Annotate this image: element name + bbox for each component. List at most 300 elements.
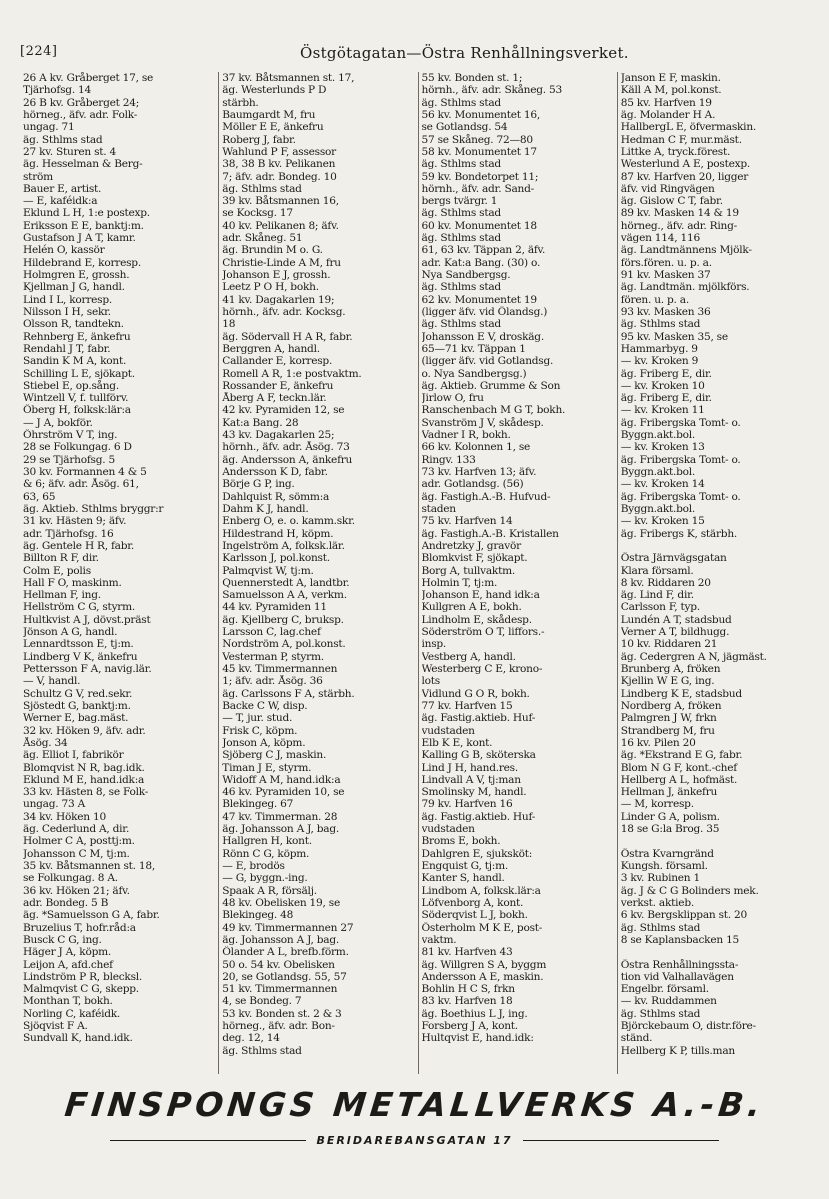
directory-entry-line: vägen 114, 116 xyxy=(620,232,700,245)
directory-entry-line: Dahlquist R, sömm:a xyxy=(222,490,330,503)
directory-entry-line: 40 kv. Pelikanen 8; äfv. xyxy=(222,219,339,232)
page-number: [224] xyxy=(20,44,58,59)
directory-entry-line: Östra Järnvägsgatan xyxy=(620,552,727,565)
directory-entry-line: Stiebel E, op.sång. xyxy=(23,379,119,392)
directory-entry-line: 6 kv. Bergsklippan st. 20 xyxy=(620,909,747,922)
directory-entry-line: Kat:a Bang. 28 xyxy=(222,416,299,429)
directory-entry-line: hörneg., äfv. adr. Ring- xyxy=(620,219,737,232)
directory-entry-line: verkst. aktieb. xyxy=(620,896,694,909)
directory-entry-line: Östra Kvarngränd xyxy=(620,847,714,860)
directory-entry-line: äg. Sthlms stad xyxy=(421,281,501,294)
directory-entry-line: Busck C G, ing. xyxy=(23,933,102,946)
directory-entry-line: äg. Fastigh.A.-B. Kristallen xyxy=(421,527,559,540)
directory-entry-line: 30 kv. Formannen 4 & 5 xyxy=(23,466,147,478)
directory-entry-line: äg. Johansson A J, bag. xyxy=(222,823,339,836)
advertisement-address: BERIDAREBANSGATAN 17 xyxy=(316,1134,513,1147)
directory-entry-line: Käll A M, pol.konst. xyxy=(620,84,722,97)
directory-entry-line: 34 kv. Höken 10 xyxy=(23,810,106,823)
directory-entry-line: 56 kv. Monumentet 16, xyxy=(421,108,540,121)
directory-entry-line: Johanson E J, grossh. xyxy=(222,269,331,281)
directory-entry-line: Dahm K J, handl. xyxy=(222,502,309,515)
directory-entry-line: Palmqvist W, tj:m. xyxy=(222,564,314,577)
directory-entry-line: hörnh., äfv. adr. Åsög. 73 xyxy=(222,441,350,454)
directory-entry-line: Blomqvist N R, bag.idk. xyxy=(23,761,145,774)
directory-entry-line: 75 kv. Harfven 14 xyxy=(421,515,513,528)
directory-entry-line: adr. Tjärhofsg. 16 xyxy=(23,527,114,540)
directory-entry-line: äg. Friberg E, dir. xyxy=(620,392,712,405)
directory-entry-line: äg. Sthlms stad xyxy=(421,96,501,109)
directory-entry-line: äg. Gislow C T, fabr. xyxy=(620,195,723,208)
directory-entry-line: 38, 38 B kv. Pelikanen xyxy=(222,158,336,171)
directory-entry-line: Ringv. 133 xyxy=(421,453,476,466)
directory-entry-line: Littke A, tryck.förest. xyxy=(620,145,731,158)
directory-entry-line: Vestberg A, handl. xyxy=(421,650,516,663)
directory-entry-line: 32 kv. Höken 9, äfv. adr. xyxy=(23,724,146,737)
directory-entry-line: Werner E, bag.mäst. xyxy=(23,712,129,725)
directory-entry-line: 79 kv. Harfven 16 xyxy=(421,798,513,811)
directory-entry-line: Rendahl J T, fabr. xyxy=(23,342,111,355)
directory-entry-line: Eklund L H, 1:e postexp. xyxy=(23,207,150,220)
directory-entry-line: HallbergL E, öfvermaskin. xyxy=(620,121,757,134)
directory-entry-line: hörneg., äfv. adr. Bon- xyxy=(222,1020,335,1033)
directory-entry-line: 87 kv. Harfven 20, ligger xyxy=(620,170,749,183)
directory-entry-line: 33 kv. Hästen 8, se Folk- xyxy=(23,786,149,799)
directory-entry-line: Vesterman P, styrm. xyxy=(222,650,324,663)
directory-entry-line: Helén O, kassör xyxy=(23,244,105,257)
directory-entry-line: äg. Sthlms stad xyxy=(620,921,701,934)
directory-entry-line: bergs tvärgr. 1 xyxy=(421,195,498,208)
directory-entry-line: Billton R F, dir. xyxy=(23,552,99,565)
directory-entry-line: — E, brodös xyxy=(222,860,285,872)
directory-entry-line: 1; äfv. adr. Åsög. 36 xyxy=(222,675,323,688)
directory-entry-line: 51 kv. Timmermannen xyxy=(222,983,338,996)
directory-entry-line: 48 kv. Obelisken 19, se xyxy=(222,896,340,909)
directory-entry-line: äg. Carlssons F A, stärbh. xyxy=(222,687,355,700)
directory-entry-line: adr. Gotlandsg. (56) xyxy=(421,478,524,491)
directory-entry-line: äg. Johansson A J, bag. xyxy=(222,933,339,946)
directory-entry-line: (ligger äfv. vid Ölandsg.) xyxy=(421,305,548,318)
directory-entry-line: — T, jur. stud. xyxy=(222,712,293,725)
directory-entry-line: Bruzelius T, hofr.råd:a xyxy=(23,921,136,934)
directory-entry-line: ungag. 71 xyxy=(23,121,75,134)
directory-entry-line xyxy=(621,540,813,552)
directory-entry-line: Johansson C M, tj:m. xyxy=(23,847,130,860)
directory-entry-line: äg. Sthlms stad xyxy=(23,133,103,146)
directory-entry-line: Callander E, korresp. xyxy=(222,355,333,368)
directory-entry-line: Byggn.akt.bol. xyxy=(620,429,696,442)
directory-entry-line: adr. Kat:a Bang. (30) o. xyxy=(421,256,541,269)
directory-entry-line: äg. Westerlunds P D xyxy=(222,84,327,97)
directory-entry-line: 89 kv. Masken 14 & 19 xyxy=(620,207,739,220)
directory-entry-line: Backe C W, disp. xyxy=(222,699,308,712)
directory-entry-line: Svanström J V, skådesp. xyxy=(421,416,544,429)
directory-entry-line: 60 kv. Monumentet 18 xyxy=(421,219,537,232)
directory-entry-line: Söderqvist L J, bokh. xyxy=(421,909,528,922)
directory-entry-line: Hildestrand H, köpm. xyxy=(222,527,334,540)
directory-entry-line: staden xyxy=(421,502,456,515)
directory-entry-line: Frisk C, köpm. xyxy=(222,724,298,737)
directory-entry-line: Holmin T, tj:m. xyxy=(421,576,498,589)
directory-entry-line: 85 kv. Harfven 19 xyxy=(620,96,712,109)
directory-entry-line: äg. Landtmän. mjölkförs. xyxy=(620,281,750,294)
directory-entry-line: Hallgren H, kont. xyxy=(222,835,312,848)
advertisement-left-rule xyxy=(110,1140,306,1141)
directory-entry-line: Lindberg V K, änkefru xyxy=(23,650,138,663)
directory-entry-line: Johansson E V, droskäg. xyxy=(421,330,544,343)
directory-entry-line: Söderström O T, liffors.- xyxy=(421,626,545,639)
directory-entry-line: Pettersson F A, navig.lär. xyxy=(23,663,152,675)
advertisement-company-name: FINSPONGS METALLVERKS A.-B. xyxy=(62,1085,767,1124)
directory-entry-line: 10 kv. Riddaren 21 xyxy=(620,638,718,651)
directory-entry-line: Lind J H, hand.res. xyxy=(421,761,518,774)
directory-entry-line: Vidlund G O R, bokh. xyxy=(421,687,530,700)
directory-entry-line: Carlsson F, typ. xyxy=(620,601,700,614)
directory-entry-line: Jönson A G, handl. xyxy=(23,626,118,639)
directory-entry-line: äg. Sthlms stad xyxy=(421,158,501,171)
directory-entry-line: Colm E, polis xyxy=(23,564,91,577)
directory-entry-line: Sjöstedt G, banktj:m. xyxy=(23,699,131,712)
directory-entry-line: Jonson A, köpm. xyxy=(222,736,306,749)
directory-entry-line: Engelbr. församl. xyxy=(620,983,709,996)
directory-entry-line: Brunberg A, fröken xyxy=(620,663,721,675)
directory-entry-line: Quennerstedt A, landtbr. xyxy=(222,576,350,589)
directory-entry-line: Broms E, bokh. xyxy=(421,835,501,848)
directory-entry-line: 27 kv. Sturen st. 4 xyxy=(23,145,117,158)
directory-entry-line: vudstaden xyxy=(421,724,475,737)
directory-entry-line: 93 kv. Masken 36 xyxy=(620,305,711,318)
directory-entry-line: Roberg J, fabr. xyxy=(222,133,296,146)
directory-entry-line: 81 kv. Harfven 43 xyxy=(421,946,513,959)
directory-entry-line: äg. Fribergs K, stärbh. xyxy=(620,527,738,540)
directory-entry-line: Sundvall K, hand.idk. xyxy=(23,1032,133,1045)
directory-entry-line: Kungsh. församl. xyxy=(620,860,708,872)
directory-entry-line: Lindholm E, skådesp. xyxy=(421,613,532,626)
directory-entry-line: äg. Gentele H R, fabr. xyxy=(23,539,135,552)
directory-entry-line xyxy=(621,946,813,958)
directory-entry-line: äg. Kjellberg C, bruksp. xyxy=(222,613,344,626)
directory-entry-line: äg. Willgren S A, byggm xyxy=(421,958,547,971)
directory-column-2 xyxy=(218,72,417,1074)
directory-entry-line: — M, korresp. xyxy=(620,798,694,811)
directory-entry-line: Ranschenbach M G T, bokh. xyxy=(421,404,566,417)
directory-entry-line: äg. Lind F, dir. xyxy=(620,589,694,602)
directory-entry-line: äg. Brundin M o. G. xyxy=(222,244,323,257)
directory-columns xyxy=(20,72,816,1074)
directory-entry-line: vaktm. xyxy=(421,933,457,946)
directory-entry-line: Sjöqvist F A. xyxy=(23,1020,88,1033)
directory-entry-line: Bauer E, artist. xyxy=(23,182,102,195)
directory-entry-line: 18 xyxy=(222,318,236,331)
directory-entry-line: Andersson A E, maskin. xyxy=(421,970,544,983)
directory-column-3 xyxy=(418,72,617,1074)
directory-entry-line: Hultqvist E, hand.idk: xyxy=(421,1032,534,1045)
directory-entry-line: Westerberg C E, krono- xyxy=(421,663,543,675)
directory-entry-line: Eriksson E E, banktj:m. xyxy=(23,219,144,232)
directory-entry-line: Dahlgren E, sjuksköt: xyxy=(421,847,533,860)
directory-entry-line: se Kocksg. 17 xyxy=(222,207,293,220)
directory-entry-line: se Folkungag. 8 A. xyxy=(23,872,118,885)
directory-entry-line: Jirlow O, fru xyxy=(421,392,484,405)
directory-entry-line: 39 kv. Båtsmannen 16, xyxy=(222,195,339,208)
directory-entry-line: Widoff A M, hand.idk:a xyxy=(222,773,341,786)
directory-entry-line: äg. Friberg E, dir. xyxy=(620,367,712,380)
directory-entry-line: Gustafson J A T, kamr. xyxy=(23,232,136,245)
directory-entry-line: adr. Skåneg. 51 xyxy=(222,232,303,245)
directory-entry-line: Karlsson J, pol.konst. xyxy=(222,552,330,565)
directory-entry-line: 47 kv. Timmerman. 28 xyxy=(222,810,338,823)
directory-entry-line: Romell A R, 1:e postvaktm. xyxy=(222,367,362,380)
directory-entry-line: — kv. Kroken 13 xyxy=(620,441,705,454)
directory-entry-line: Österholm M K E, post- xyxy=(421,921,543,934)
directory-entry-line: adr. Bondeg. 5 B xyxy=(23,896,109,909)
directory-entry-line: Leetz P O H, bokh. xyxy=(222,281,319,294)
directory-entry-line: Eklund M E, hand.idk:a xyxy=(23,773,145,786)
directory-entry-line: förs.fören. u. p. a. xyxy=(620,256,712,269)
directory-entry-line: 91 kv. Masken 37 xyxy=(620,269,711,281)
directory-entry-line: 29 se Tjärhofsg. 5 xyxy=(23,453,115,466)
directory-entry-line: äg. *Ekstrand E G, fabr. xyxy=(620,749,743,762)
directory-entry-line: — kv. Ruddammen xyxy=(620,995,717,1008)
directory-entry-line: Bohlin H C S, frkn xyxy=(421,983,515,996)
directory-entry-line: 3 kv. Rubinen 1 xyxy=(620,872,700,885)
directory-entry-line: Öberg H, folksk:lär:a xyxy=(23,404,131,417)
directory-entry-line: 31 kv. Hästen 9; äfv. xyxy=(23,515,127,528)
directory-entry-line: äg. Cederlund A, dir. xyxy=(23,823,130,836)
directory-entry-line: 46 kv. Pyramiden 10, se xyxy=(222,786,345,799)
directory-entry-line: fören. u. p. a. xyxy=(620,293,689,306)
directory-entry-line: Samuelsson A A, verkm. xyxy=(222,589,347,602)
directory-entry-line: Åsög. 34 xyxy=(23,736,68,749)
directory-entry-line: äg. Fribergska Tomt- o. xyxy=(620,416,741,429)
directory-entry-line: Öhrström V T, ing. xyxy=(23,429,118,442)
directory-entry-line: — G, byggn.-ing. xyxy=(222,872,308,885)
directory-entry-line: 66 kv. Kolonnen 1, se xyxy=(421,441,531,454)
directory-entry-line: äg. Sthlms stad xyxy=(222,1044,302,1057)
directory-entry-line: Lindvall A V, tj:man xyxy=(421,773,521,786)
directory-entry-line: 62 kv. Monumentet 19 xyxy=(421,293,537,306)
directory-entry-line: 73 kv. Harfven 13; äfv. xyxy=(421,466,537,478)
directory-entry-line: & 6; äfv. adr. Åsög. 61, xyxy=(23,478,139,491)
directory-entry-line: äfv. vid Ringvägen xyxy=(620,182,715,195)
directory-entry-line: Holmer C A, posttj:m. xyxy=(23,835,135,848)
directory-entry-line: Hellman J, änkefru xyxy=(620,786,718,799)
directory-entry-line: Lennardtsson E, tj:m. xyxy=(23,638,134,651)
directory-entry-line: äg. Elliot I, fabrikör xyxy=(23,749,124,762)
directory-entry-line: Rehnberg E, änkefru xyxy=(23,330,131,343)
directory-entry-line: 55 kv. Bonden st. 1; xyxy=(421,72,523,84)
directory-entry-line: 95 kv. Masken 35, se xyxy=(620,330,728,343)
directory-entry-line: Blekingeg. 48 xyxy=(222,909,294,922)
directory-entry-line: Löfvenborg A, kont. xyxy=(421,896,524,909)
directory-entry-line: Monthan T, bokh. xyxy=(23,995,113,1008)
directory-entry-line: Palmgren J W, frkn xyxy=(620,712,717,725)
directory-entry-line: 28 se Folkungag. 6 D xyxy=(23,441,132,454)
directory-entry-line: Nilsson I H, sekr. xyxy=(23,305,111,318)
directory-entry-line: Olsson R, tandtekn. xyxy=(23,318,124,331)
directory-entry-line: 50 o. 54 kv. Obelisken xyxy=(222,958,335,971)
directory-entry-line: ungag. 73 A xyxy=(23,798,86,811)
directory-entry-line: ström xyxy=(23,170,53,183)
directory-entry-line: Hammarbyg. 9 xyxy=(620,342,698,355)
directory-entry-line: 49 kv. Timmermannen 27 xyxy=(222,921,354,934)
advertisement-address-row xyxy=(110,1134,719,1147)
directory-entry-line: vudstaden xyxy=(421,823,475,836)
directory-entry-line: äg. Södervall H A R, fabr. xyxy=(222,330,353,343)
directory-entry-line: Andretzky J, gravör xyxy=(421,539,521,552)
directory-entry-line: Klara församl. xyxy=(620,564,694,577)
directory-entry-line: Nordström A, pol.konst. xyxy=(222,638,346,651)
directory-entry-line: Vadner I R, bokh. xyxy=(421,429,511,442)
directory-entry-line: äg. Fribergska Tomt- o. xyxy=(620,453,741,466)
directory-entry-line: — V, handl. xyxy=(23,675,81,688)
directory-entry-line: äg. Sthlms stad xyxy=(620,318,701,331)
directory-entry-line: 26 A kv. Gråberget 17, se xyxy=(23,72,154,84)
directory-entry-line: äg. Fribergska Tomt- o. xyxy=(620,490,741,503)
directory-entry-line: Borg A, tullvaktm. xyxy=(421,564,516,577)
directory-entry-line: Schilling L E, sjökapt. xyxy=(23,367,135,380)
directory-entry-line: 8 kv. Riddaren 20 xyxy=(620,576,711,589)
directory-entry-line: Andersson K D, fabr. xyxy=(222,466,328,478)
directory-entry-line: Forsberg J A, kont. xyxy=(421,1020,518,1033)
directory-entry-line: 42 kv. Pyramiden 12, se xyxy=(222,404,345,417)
directory-entry-line: Sjöberg C J, maskin. xyxy=(222,749,327,762)
directory-entry-line: Lindbom A, folksk.lär:a xyxy=(421,884,541,897)
directory-entry-line: se Gotlandsg. 54 xyxy=(421,121,508,134)
directory-entry-line: Hellberg A L, hofmäst. xyxy=(620,773,738,786)
directory-entry-line: Blom N G F, kont.-chef xyxy=(620,761,737,774)
directory-entry-line: äg. Cedergren A N, jägmäst. xyxy=(620,650,767,663)
directory-entry-line: — E, kaféidk:a xyxy=(23,195,98,208)
directory-entry-line: äg. J & C G Bolinders mek. xyxy=(620,884,759,897)
directory-entry-line: deg. 12, 14 xyxy=(222,1032,280,1045)
directory-entry-line: Linder G A, polism. xyxy=(620,810,720,823)
directory-entry-line: äg. Aktieb. Sthlms bryggr:r xyxy=(23,502,164,515)
directory-entry-line: Hall F O, maskinm. xyxy=(23,576,122,589)
directory-entry-line: hörneg., äfv. adr. Folk- xyxy=(23,108,138,121)
directory-entry-line: äg. Andersson A, änkefru xyxy=(222,453,353,466)
directory-entry-line: äg. Molander H A. xyxy=(620,108,716,121)
directory-entry-line: 45 kv. Timmermannen xyxy=(222,663,338,675)
directory-entry-line: Malmqvist C G, skepp. xyxy=(23,983,139,996)
directory-entry-line: Tjärhofsg. 14 xyxy=(23,84,92,97)
directory-entry-line: Engquist G, tj:m. xyxy=(421,860,508,872)
directory-entry-line: 26 B kv. Gråberget 24; xyxy=(23,96,140,109)
directory-entry-line: 83 kv. Harfven 18 xyxy=(421,995,513,1008)
directory-entry-line: Timan J E, styrm. xyxy=(222,761,312,774)
directory-entry-line: Kjellin W E G, ing. xyxy=(620,675,715,688)
directory-entry-line: Östra Renhållningssta- xyxy=(620,958,739,971)
directory-entry-line: Johanson E, hand idk:a xyxy=(421,589,540,602)
directory-entry-line: Lundén A T, stadsbud xyxy=(620,613,732,626)
directory-entry-line: Hellström C G, styrm. xyxy=(23,601,136,614)
directory-entry-line: Sandin K M A, kont. xyxy=(23,355,127,368)
directory-entry-line: Börje G P, ing. xyxy=(222,478,295,491)
directory-entry-line: 41 kv. Dagakarlen 19; xyxy=(222,293,335,306)
directory-entry-line: äg. Sthlms stad xyxy=(620,1007,701,1020)
directory-entry-line: Strandberg M, fru xyxy=(620,724,715,737)
directory-entry-line: Lind I L, korresp. xyxy=(23,293,112,306)
directory-entry-line: äg. Boethius L J, ing. xyxy=(421,1007,528,1020)
directory-entry-line: Rossander E, änkefru xyxy=(222,379,334,392)
directory-entry-line: 59 kv. Bondetorpet 11; xyxy=(421,170,539,183)
directory-entry-line: 7; äfv. adr. Bondeg. 10 xyxy=(222,170,337,183)
directory-entry-line: äg. Landtmännens Mjölk- xyxy=(620,244,752,257)
directory-entry-line: Nordberg A, fröken xyxy=(620,699,722,712)
page-header-title: Östgötagatan—Östra Renhållningsverket. xyxy=(300,44,629,62)
directory-entry-line: tion vid Valhallavägen xyxy=(620,970,734,983)
directory-entry-line: — kv. Kroken 10 xyxy=(620,379,705,392)
directory-entry-line: 61, 63 kv. Täppan 2, äfv. xyxy=(421,244,546,257)
directory-entry-line: 53 kv. Bonden st. 2 & 3 xyxy=(222,1007,342,1020)
directory-entry-line: Holmgren E, grossh. xyxy=(23,269,130,281)
directory-entry-line: Nya Sandbergsg. xyxy=(421,269,511,281)
directory-entry-line: Janson E F, maskin. xyxy=(620,72,721,84)
directory-entry-line: Hedman C F, mur.mäst. xyxy=(620,133,742,146)
directory-entry-line: hörnh., äfv. adr. Kocksg. xyxy=(222,305,346,318)
directory-entry-line: äg. Aktieb. Grumme & Son xyxy=(421,379,561,392)
directory-entry-line: o. Nya Sandbergsg.) xyxy=(421,367,527,380)
directory-entry-line: hörnh., äfv. adr. Skåneg. 53 xyxy=(421,84,563,97)
directory-entry-line: Elb K E, kont. xyxy=(421,736,493,749)
directory-entry-line: Hellberg K P, tills.man xyxy=(620,1044,735,1057)
directory-entry-line: Björckebaum O, distr.före- xyxy=(620,1020,756,1033)
directory-entry-line: 37 kv. Båtsmannen st. 17, xyxy=(222,72,355,84)
directory-entry-line: — kv. Kroken 9 xyxy=(620,355,699,368)
directory-entry-line: Berggren A, handl. xyxy=(222,342,320,355)
directory-entry-line: 63, 65 xyxy=(23,490,56,503)
directory-entry-line: (ligger äfv. vid Gotlandsg. xyxy=(421,355,554,368)
directory-entry-line: lots xyxy=(421,675,440,688)
directory-entry-line: Wintzell V, f. tullförv. xyxy=(23,392,129,405)
directory-entry-line: 35 kv. Båtsmannen st. 18, xyxy=(23,860,156,872)
directory-entry-line: Byggn.akt.bol. xyxy=(620,502,696,515)
directory-entry-line: insp. xyxy=(421,638,447,651)
directory-entry-line: 57 se Skåneg. 72—80 xyxy=(421,133,533,146)
directory-entry-line: Möller E E, änkefru xyxy=(222,121,324,134)
directory-entry-line: äg. Fastigh.A.-B. Hufvud- xyxy=(421,490,551,503)
directory-entry-line: Larsson C, lag.chef xyxy=(222,626,321,639)
directory-entry-line: ständ. xyxy=(620,1032,653,1045)
directory-entry-line: Christie-Linde A M, fru xyxy=(222,256,341,269)
directory-entry-line: stärbh. xyxy=(222,96,259,109)
directory-entry-line: äg. Sthlms stad xyxy=(421,207,501,220)
directory-entry-line: 8 se Kaplansbacken 15 xyxy=(620,933,740,946)
directory-entry-line: Byggn.akt.bol. xyxy=(620,466,696,478)
directory-entry-line: Leijon A, afd.chef xyxy=(23,958,113,971)
directory-entry-line: Enberg O, e. o. kamm.skr. xyxy=(222,515,355,528)
directory-entry-line: Lindström P R, blecksl. xyxy=(23,970,143,983)
directory-entry-line: 16 kv. Pilen 20 xyxy=(620,736,696,749)
directory-entry-line: Hultkvist A J, dövst.präst xyxy=(23,613,151,626)
directory-entry-line: 20, se Gotlandsg. 55, 57 xyxy=(222,970,347,983)
directory-entry-line: Westerlund A E, postexp. xyxy=(620,158,750,171)
directory-entry-line: Ingelström A, folksk.lär. xyxy=(222,539,345,552)
directory-entry-line: 43 kv. Dagakarlen 25; xyxy=(222,429,335,442)
directory-entry-line: Lindberg K E, stadsbud xyxy=(620,687,742,700)
directory-entry-line: äg. Sthlms stad xyxy=(222,182,302,195)
advertisement-right-rule xyxy=(523,1140,719,1141)
directory-entry-line: Norling C, kaféidk. xyxy=(23,1007,121,1020)
directory-entry-line: 77 kv. Harfven 15 xyxy=(421,699,513,712)
directory-entry-line: äg. Hesselman & Berg- xyxy=(23,158,143,171)
directory-entry-line: äg. Sthlms stad xyxy=(421,232,501,245)
directory-entry-line: Häger J A, köpm. xyxy=(23,946,112,959)
directory-entry-line: Smolinsky M, handl. xyxy=(421,786,527,799)
directory-entry-line: äg. Fastig.aktieb. Huf- xyxy=(421,712,536,725)
directory-entry-line: Kjellman J G, handl. xyxy=(23,281,125,294)
directory-entry-line: Verner A T, bildhugg. xyxy=(620,626,730,639)
directory-entry-line: 4, se Bondeg. 7 xyxy=(222,995,302,1008)
